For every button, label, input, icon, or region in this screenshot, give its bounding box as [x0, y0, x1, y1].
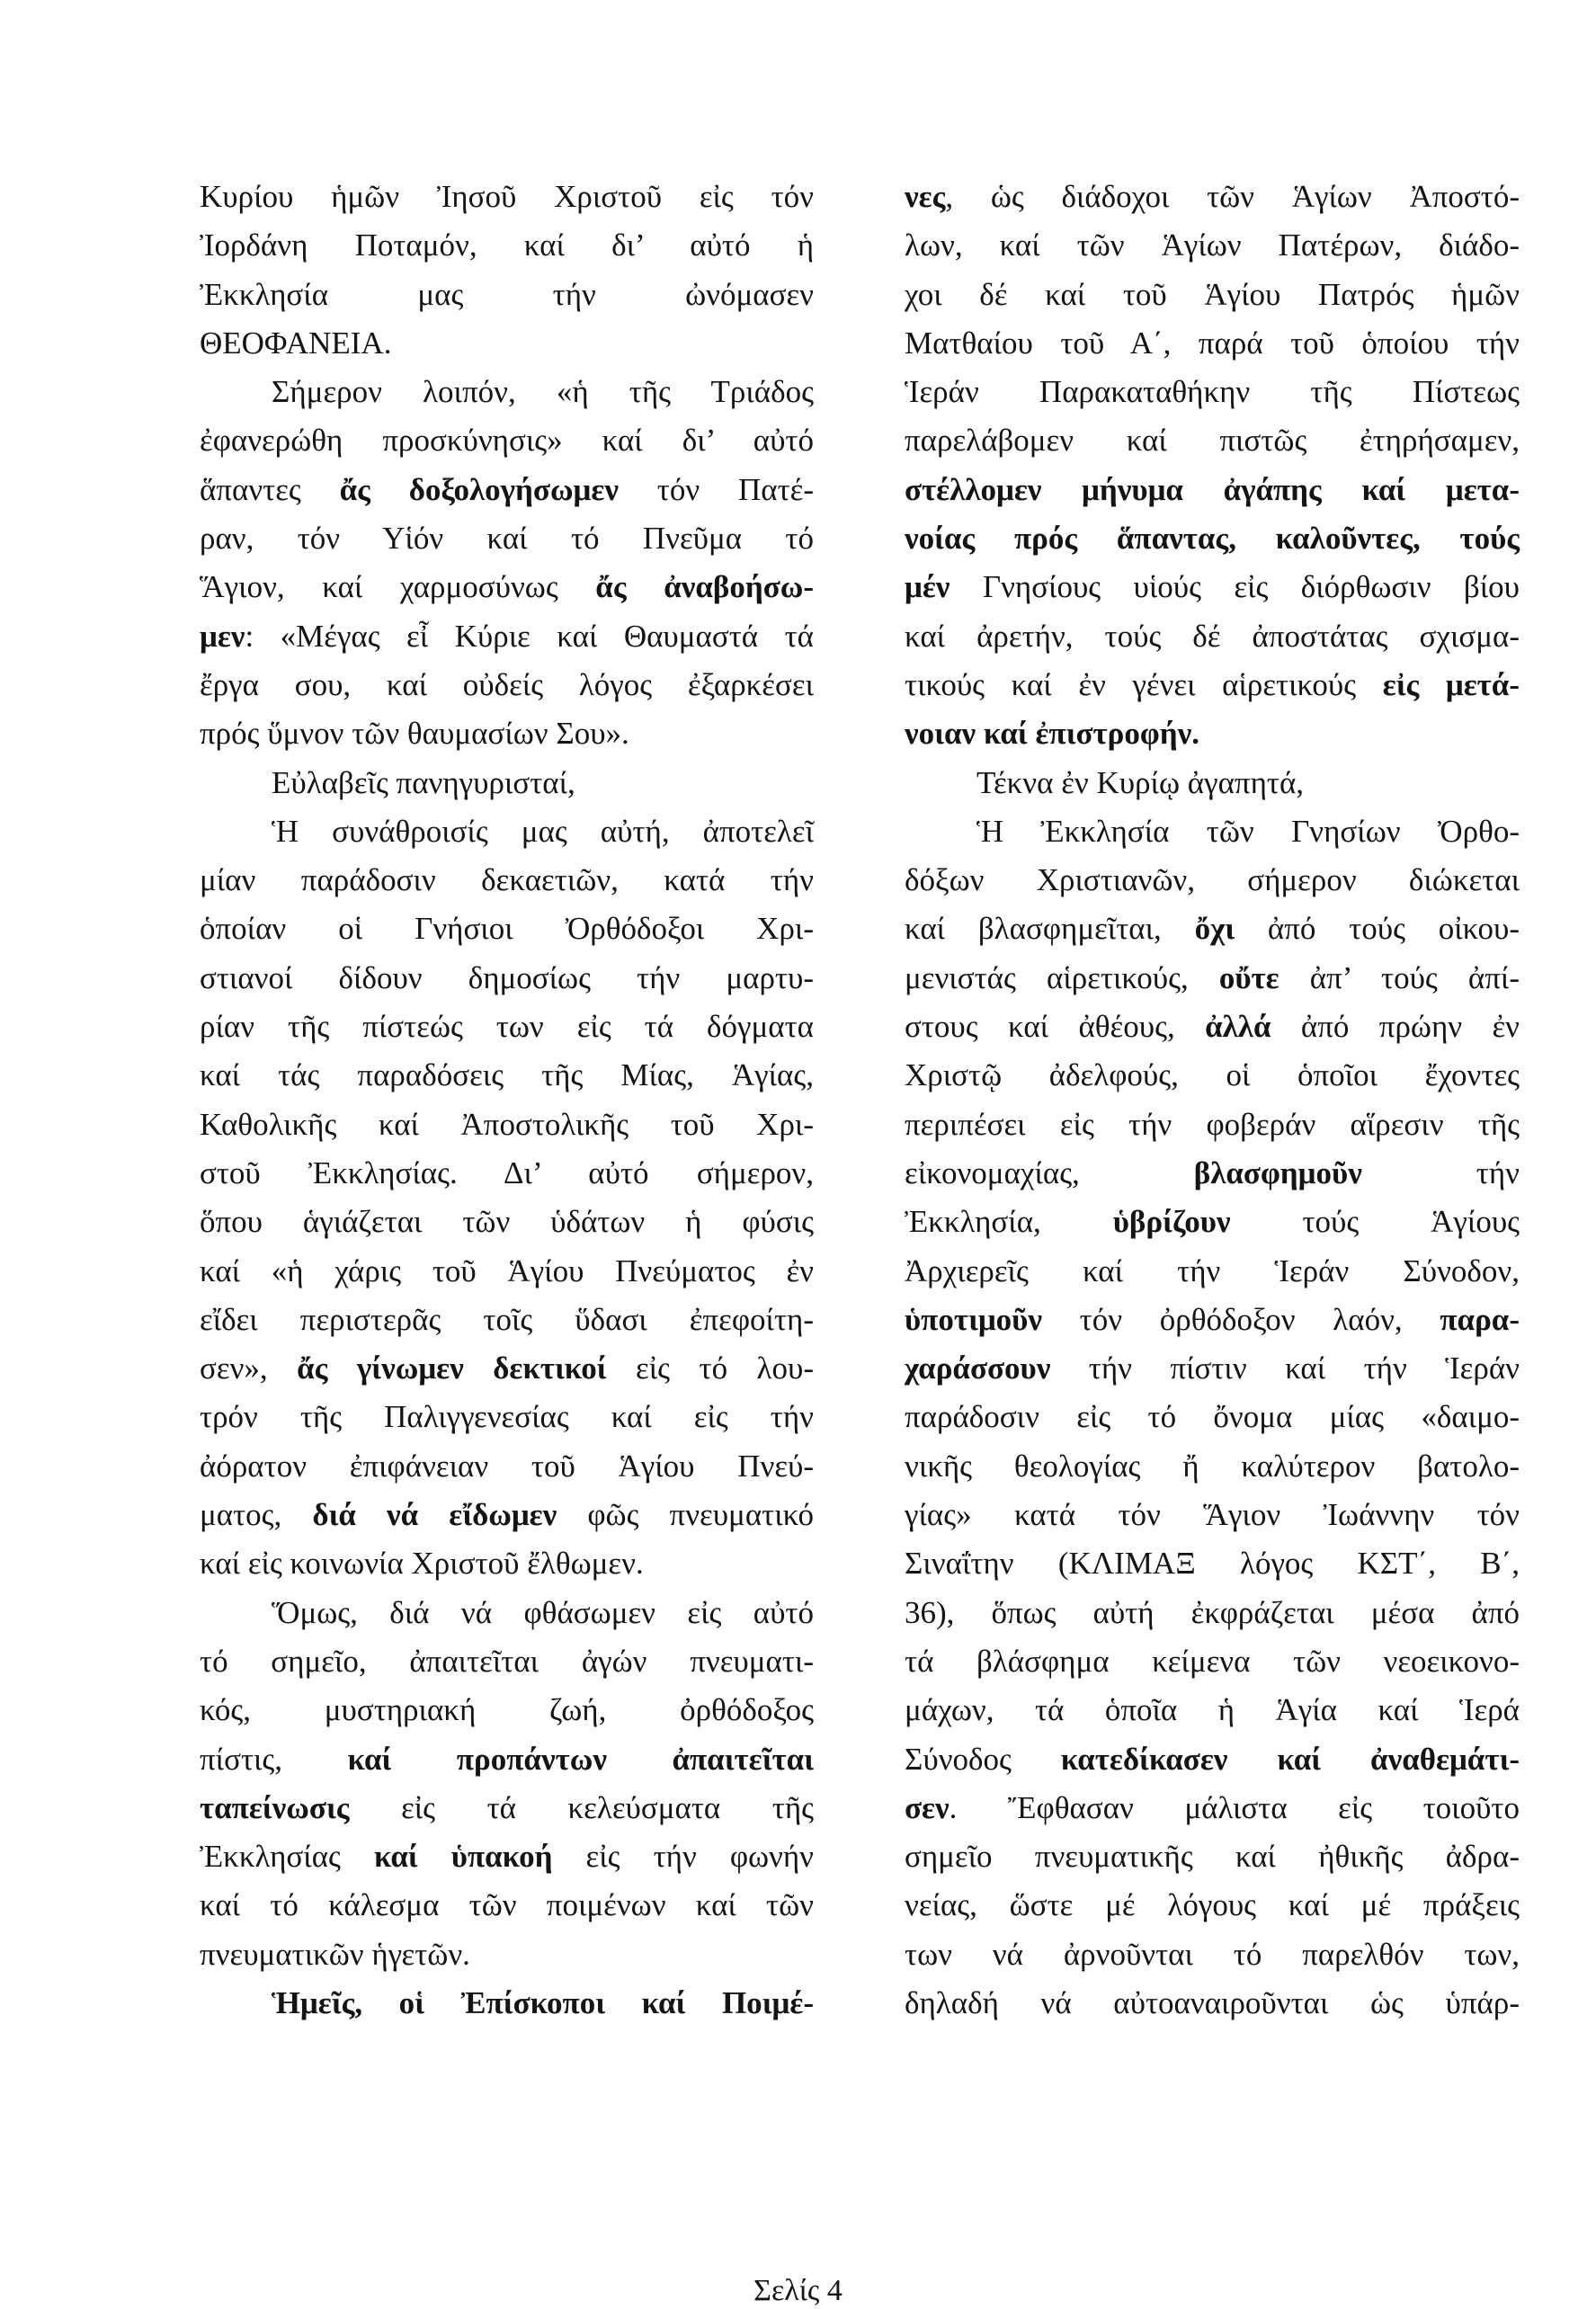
text-line	[905, 368, 1520, 416]
bold-text-run: ἄς δοξολογήσωμεν	[339, 471, 619, 507]
text-line	[905, 1979, 1520, 2028]
text-run: παρελάβομεν καί πιστῶς ἐτηρήσαμεν,	[905, 423, 1520, 459]
text-line	[200, 319, 814, 368]
bold-text-run: καί προπάντων ἀπαιτεῖται	[347, 1741, 815, 1777]
text-run: στοῦ Ἐκκλησίας. Δι’ αὐτό σήμερον,	[200, 1154, 814, 1190]
text-line	[905, 1393, 1520, 1441]
text-line	[200, 807, 814, 856]
text-line	[905, 1735, 1520, 1784]
bold-text-run: μέν	[905, 569, 950, 605]
text-line	[200, 1832, 814, 1881]
text-line	[905, 173, 1520, 221]
text-line	[200, 466, 814, 514]
text-run: φῶς πνευματικό	[557, 1497, 815, 1533]
text-line	[905, 271, 1520, 319]
text-run: ὅπου ἁγιάζεται τῶν ὑδάτων ἡ φύσις	[200, 1204, 814, 1240]
text-line	[905, 1784, 1520, 1832]
text-run: Ἅγιον, καί χαρμοσύνως	[200, 569, 596, 605]
text-line	[200, 416, 814, 465]
bold-text-run: χαράσσουν	[905, 1351, 1051, 1386]
text-run: καί εἰς κοινωνία Χριστοῦ ἔλθωμεν.	[200, 1546, 644, 1582]
text-run: ρίαν τῆς πίστεώς των εἰς τά δόγματα	[200, 1009, 814, 1045]
text-run: Γνησίους υἱούς εἰς διόρθωσιν βίου	[950, 569, 1520, 605]
text-run: Σήμερον λοιπόν, «ἡ τῆς Τριάδος	[272, 374, 814, 410]
bold-text-run: ἄς γίνωμεν δεκτικοί	[297, 1351, 607, 1386]
text-line	[200, 759, 814, 807]
text-line	[200, 1198, 814, 1246]
text-run: , ὡς διάδοχοι τῶν Ἁγίων Ἀποστό-	[945, 179, 1520, 214]
text-line	[905, 1686, 1520, 1734]
text-run: Ὅμως, διά νά φθάσωμεν εἰς αὐτό	[272, 1594, 814, 1630]
text-run: Εὐλαβεῖς πανηγυρισταί,	[272, 764, 575, 800]
text-run: ἅπαντες	[200, 471, 340, 507]
text-run: Σιναΐτην (ΚΛΙΜΑΞ λόγος ΚΣΤ΄, Β΄,	[905, 1546, 1520, 1582]
bold-text-run: στέλλομεν μήνυμα ἀγάπης καί μετα-	[905, 471, 1520, 507]
text-run: καί «ἡ χάρις τοῦ Ἁγίου Πνεύματος ἐν	[200, 1253, 814, 1288]
text-line	[905, 1198, 1520, 1246]
bold-text-run: οὔτε	[1218, 959, 1279, 995]
text-line	[905, 905, 1520, 953]
text-line	[200, 1442, 814, 1491]
bold-text-run: παρα-	[1440, 1301, 1520, 1337]
text-run: ματος,	[200, 1497, 313, 1533]
text-run: Ματθαίου τοῦ Α΄, παρά τοῦ ὁποίου τήν	[905, 325, 1520, 361]
text-run: πίστις,	[200, 1741, 348, 1777]
text-run: τικούς καί ἐν γένει αἱρετικούς	[905, 666, 1383, 702]
text-line	[905, 1442, 1520, 1491]
text-run: Ἐκκλησία μας τήν ὠνόμασεν	[200, 276, 814, 312]
text-line	[905, 1051, 1520, 1100]
text-run: ἀόρατον ἐπιφάνειαν τοῦ Ἁγίου Πνεύ-	[200, 1448, 814, 1484]
bold-text-run: νες	[905, 179, 946, 214]
left-column	[200, 173, 814, 2028]
text-run: καί τό κάλεσμα τῶν ποιμένων καί τῶν	[200, 1887, 814, 1923]
text-line	[905, 1491, 1520, 1539]
page-number-footer: Σελίς 4	[753, 2274, 843, 2307]
text-line	[905, 466, 1520, 514]
text-line	[200, 221, 814, 270]
bold-text-run: εἰς μετά-	[1382, 666, 1520, 702]
text-run: . Ἔφθασαν μάλιστα εἰς τοιοῦτο	[949, 1789, 1520, 1825]
text-run: νικῆς θεολογίας ἤ καλύτερον βατολο-	[905, 1448, 1520, 1484]
bold-text-run: ὑβρίζουν	[1112, 1204, 1231, 1240]
text-line	[905, 416, 1520, 465]
text-run: εἰκονομαχίας,	[905, 1154, 1194, 1190]
text-run: ἀπό πρώην ἐν	[1271, 1009, 1520, 1045]
text-line	[200, 1589, 814, 1637]
text-line	[200, 1881, 814, 1930]
right-column	[905, 173, 1520, 2028]
text-run: μάχων, τά ὁποῖα ἡ Ἁγία καί Ἱερά	[905, 1692, 1520, 1728]
text-line	[905, 514, 1520, 563]
text-line	[905, 1344, 1520, 1393]
bold-text-run: νοιαν καί ἐπιστροφήν.	[905, 716, 1199, 752]
text-run: ἔργα σου, καί οὐδείς λόγος ἐξαρκέσει	[200, 666, 814, 702]
text-line	[200, 709, 814, 758]
text-run: παράδοσιν εἰς τό ὄνομα μίας «δαιμο-	[905, 1399, 1520, 1435]
text-run: Ἡ Ἐκκλησία τῶν Γνησίων Ὀρθο-	[976, 813, 1520, 849]
text-line	[905, 1589, 1520, 1637]
text-run: Ἀρχιερεῖς καί τήν Ἱεράν Σύνοδον,	[905, 1253, 1520, 1288]
text-run: τούς Ἁγίους	[1230, 1204, 1520, 1240]
text-line	[905, 954, 1520, 1003]
text-run: τό σημεῖο, ἀπαιτεῖται ἀγών πνευματι-	[200, 1643, 814, 1679]
text-line	[905, 1003, 1520, 1051]
text-line	[905, 1832, 1520, 1881]
text-line	[200, 368, 814, 416]
text-run: νείας, ὥστε μέ λόγους καί μέ πράξεις	[905, 1887, 1520, 1923]
text-line	[200, 1003, 814, 1051]
text-run: ἀπ’ τούς ἀπί-	[1279, 959, 1520, 995]
text-line	[200, 271, 814, 319]
text-line	[200, 1149, 814, 1198]
bold-text-run: καί ὑπακοή	[373, 1839, 553, 1875]
text-run: Τέκνα ἐν Κυρίῳ ἀγαπητά,	[976, 764, 1305, 800]
text-line	[200, 1247, 814, 1296]
text-run: Σύνοδος	[905, 1741, 1061, 1777]
text-run: δηλαδή νά αὐτοαναιροῦνται ὡς ὑπάρ-	[905, 1984, 1520, 2020]
bold-text-run: ταπείνωσις	[200, 1789, 350, 1825]
text-run: εἰς τά κελεύσματα τῆς	[349, 1789, 814, 1825]
text-line	[905, 1637, 1520, 1686]
text-line	[200, 661, 814, 709]
bold-text-run: σεν	[905, 1789, 950, 1825]
text-line	[200, 1344, 814, 1393]
text-line	[200, 1735, 814, 1784]
text-line	[905, 1539, 1520, 1588]
bold-text-run: ἀλλά	[1205, 1009, 1271, 1045]
text-run: ἀπό τούς οἰκου-	[1235, 911, 1520, 947]
text-run: Καθολικῆς καί Ἀποστολικῆς τοῦ Χρι-	[200, 1106, 814, 1142]
text-run: τόν Πατέ-	[618, 471, 815, 507]
text-line	[200, 1686, 814, 1734]
text-run: Ἐκκλησίας	[200, 1839, 374, 1875]
bold-text-run: ὑποτιμοῦν	[905, 1301, 1042, 1337]
text-line	[905, 759, 1520, 807]
text-run: : «Μέγας εἶ Κύριε καί Θαυμαστά τά	[245, 618, 814, 654]
text-line	[200, 173, 814, 221]
bold-text-run: μεν	[200, 618, 245, 654]
text-run: Ἡ συνάθροισίς μας αὐτή, ἀποτελεῖ	[272, 813, 814, 849]
text-line	[200, 514, 814, 563]
text-line	[200, 856, 814, 905]
text-line	[905, 807, 1520, 856]
text-line	[200, 1539, 814, 1588]
text-run: Ἰορδάνη Ποταμόν, καί δι’ αὐτό ἡ	[200, 227, 814, 263]
text-run: ΘΕΟΦΑΝΕΙΑ.	[200, 325, 392, 361]
text-run: δόξων Χριστιανῶν, σήμερον διώκεται	[905, 862, 1520, 898]
text-line	[200, 1491, 814, 1539]
text-run: ἐφανερώθη προσκύνησις» καί δι’ αὐτό	[200, 423, 814, 459]
text-line	[200, 563, 814, 611]
text-line	[200, 1637, 814, 1686]
text-run: ὁποίαν οἱ Γνήσιοι Ὀρθόδοξοι Χρι-	[200, 911, 814, 947]
text-line	[905, 709, 1520, 758]
text-run: καί βλασφημεῖται,	[905, 911, 1195, 947]
text-run: 36), ὅπως αὐτή ἐκφράζεται μέσα ἀπό	[905, 1594, 1520, 1630]
bold-text-run: βλασφημοῦν	[1193, 1154, 1362, 1190]
text-run: Ἱεράν Παρακαταθήκην τῆς Πίστεως	[905, 374, 1520, 410]
text-run: λων, καί τῶν Ἁγίων Πατέρων, διάδο-	[905, 227, 1520, 263]
text-line	[905, 1101, 1520, 1149]
bold-text-run: κατεδίκασεν καί ἀναθεμάτι-	[1060, 1741, 1520, 1777]
text-line	[200, 1296, 814, 1344]
text-run: μίαν παράδοσιν δεκαετιῶν, κατά τήν	[200, 862, 814, 898]
text-line	[200, 954, 814, 1003]
text-run: των νά ἀρνοῦνται τό παρελθόν των,	[905, 1936, 1520, 1972]
bold-text-run: Ἡμεῖς, οἱ Ἐπίσκοποι καί Ποιμέ-	[272, 1984, 814, 2020]
text-line	[905, 856, 1520, 905]
text-line	[905, 1296, 1520, 1344]
text-run: τόν ὀρθόδοξον λαόν,	[1041, 1301, 1440, 1337]
text-run: στιανοί δίδουν δημοσίως τήν μαρτυ-	[200, 959, 814, 995]
text-run: σεν»,	[200, 1351, 298, 1386]
text-run: πνευματικῶν ἡγετῶν.	[200, 1936, 470, 1972]
text-run: εἴδει περιστερᾶς τοῖς ὕδασι ἐπεφοίτη-	[200, 1301, 814, 1337]
bold-text-run: ὄχι	[1194, 911, 1235, 947]
text-run: Κυρίου ἡμῶν Ἰησοῦ Χριστοῦ εἰς τόν	[200, 179, 814, 214]
text-line	[200, 1393, 814, 1441]
text-line	[200, 1979, 814, 2028]
text-line	[905, 1881, 1520, 1930]
text-run: εἰς τό λου-	[606, 1351, 815, 1386]
text-run: στους καί ἀθέους,	[905, 1009, 1206, 1045]
text-run: τήν πίστιν καί τήν Ἱεράν	[1050, 1351, 1520, 1386]
text-run: ραν, τόν Υἱόν καί τό Πνεῦμα τό	[200, 521, 814, 557]
text-run: τήν	[1361, 1154, 1520, 1190]
text-line	[905, 563, 1520, 611]
bold-text-run: ἄς ἀναβοήσω-	[595, 569, 814, 605]
text-line	[905, 1247, 1520, 1296]
text-line	[905, 221, 1520, 270]
text-run: κός, μυστηριακή ζωή, ὀρθόδοξος	[200, 1692, 814, 1728]
text-run: Ἐκκλησία,	[905, 1204, 1113, 1240]
text-line	[905, 319, 1520, 368]
text-line	[200, 1051, 814, 1100]
text-run: χοι δέ καί τοῦ Ἁγίου Πατρός ἡμῶν	[905, 276, 1520, 312]
text-line	[200, 1784, 814, 1832]
text-line	[905, 1930, 1520, 1979]
bold-text-run: νοίας πρός ἅπαντας, καλοῦντες, τούς	[905, 521, 1520, 557]
text-run: τά βλάσφημα κείμενα τῶν νεοεικονο-	[905, 1643, 1520, 1679]
text-run: σημεῖο πνευματικῆς καί ἠθικῆς ἀδρα-	[905, 1839, 1520, 1875]
text-run: περιπέσει εἰς τήν φοβεράν αἵρεσιν τῆς	[905, 1106, 1520, 1142]
bold-text-run: διά νά εἴδωμεν	[312, 1497, 557, 1533]
text-line	[200, 905, 814, 953]
text-line	[905, 1149, 1520, 1198]
text-run: Χριστῷ ἀδελφούς, οἱ ὁποῖοι ἔχοντες	[905, 1057, 1520, 1093]
text-run: καί τάς παραδόσεις τῆς Μίας, Ἁγίας,	[200, 1057, 814, 1093]
text-line	[200, 612, 814, 661]
text-run: μενιστάς αἱρετικούς,	[905, 959, 1219, 995]
text-run: πρός ὕμνον τῶν θαυμασίων Σου».	[200, 716, 629, 752]
text-run: εἰς τήν φωνήν	[552, 1839, 815, 1875]
text-run: γίας» κατά τόν Ἅγιον Ἰωάννην τόν	[905, 1497, 1520, 1533]
text-line	[200, 1930, 814, 1979]
text-run: τρόν τῆς Παλιγγενεσίας καί εἰς τήν	[200, 1399, 814, 1435]
text-run: καί ἀρετήν, τούς δέ ἀποστάτας σχισμα-	[905, 618, 1520, 654]
text-line	[200, 1101, 814, 1149]
text-line	[905, 661, 1520, 709]
text-line	[905, 612, 1520, 661]
